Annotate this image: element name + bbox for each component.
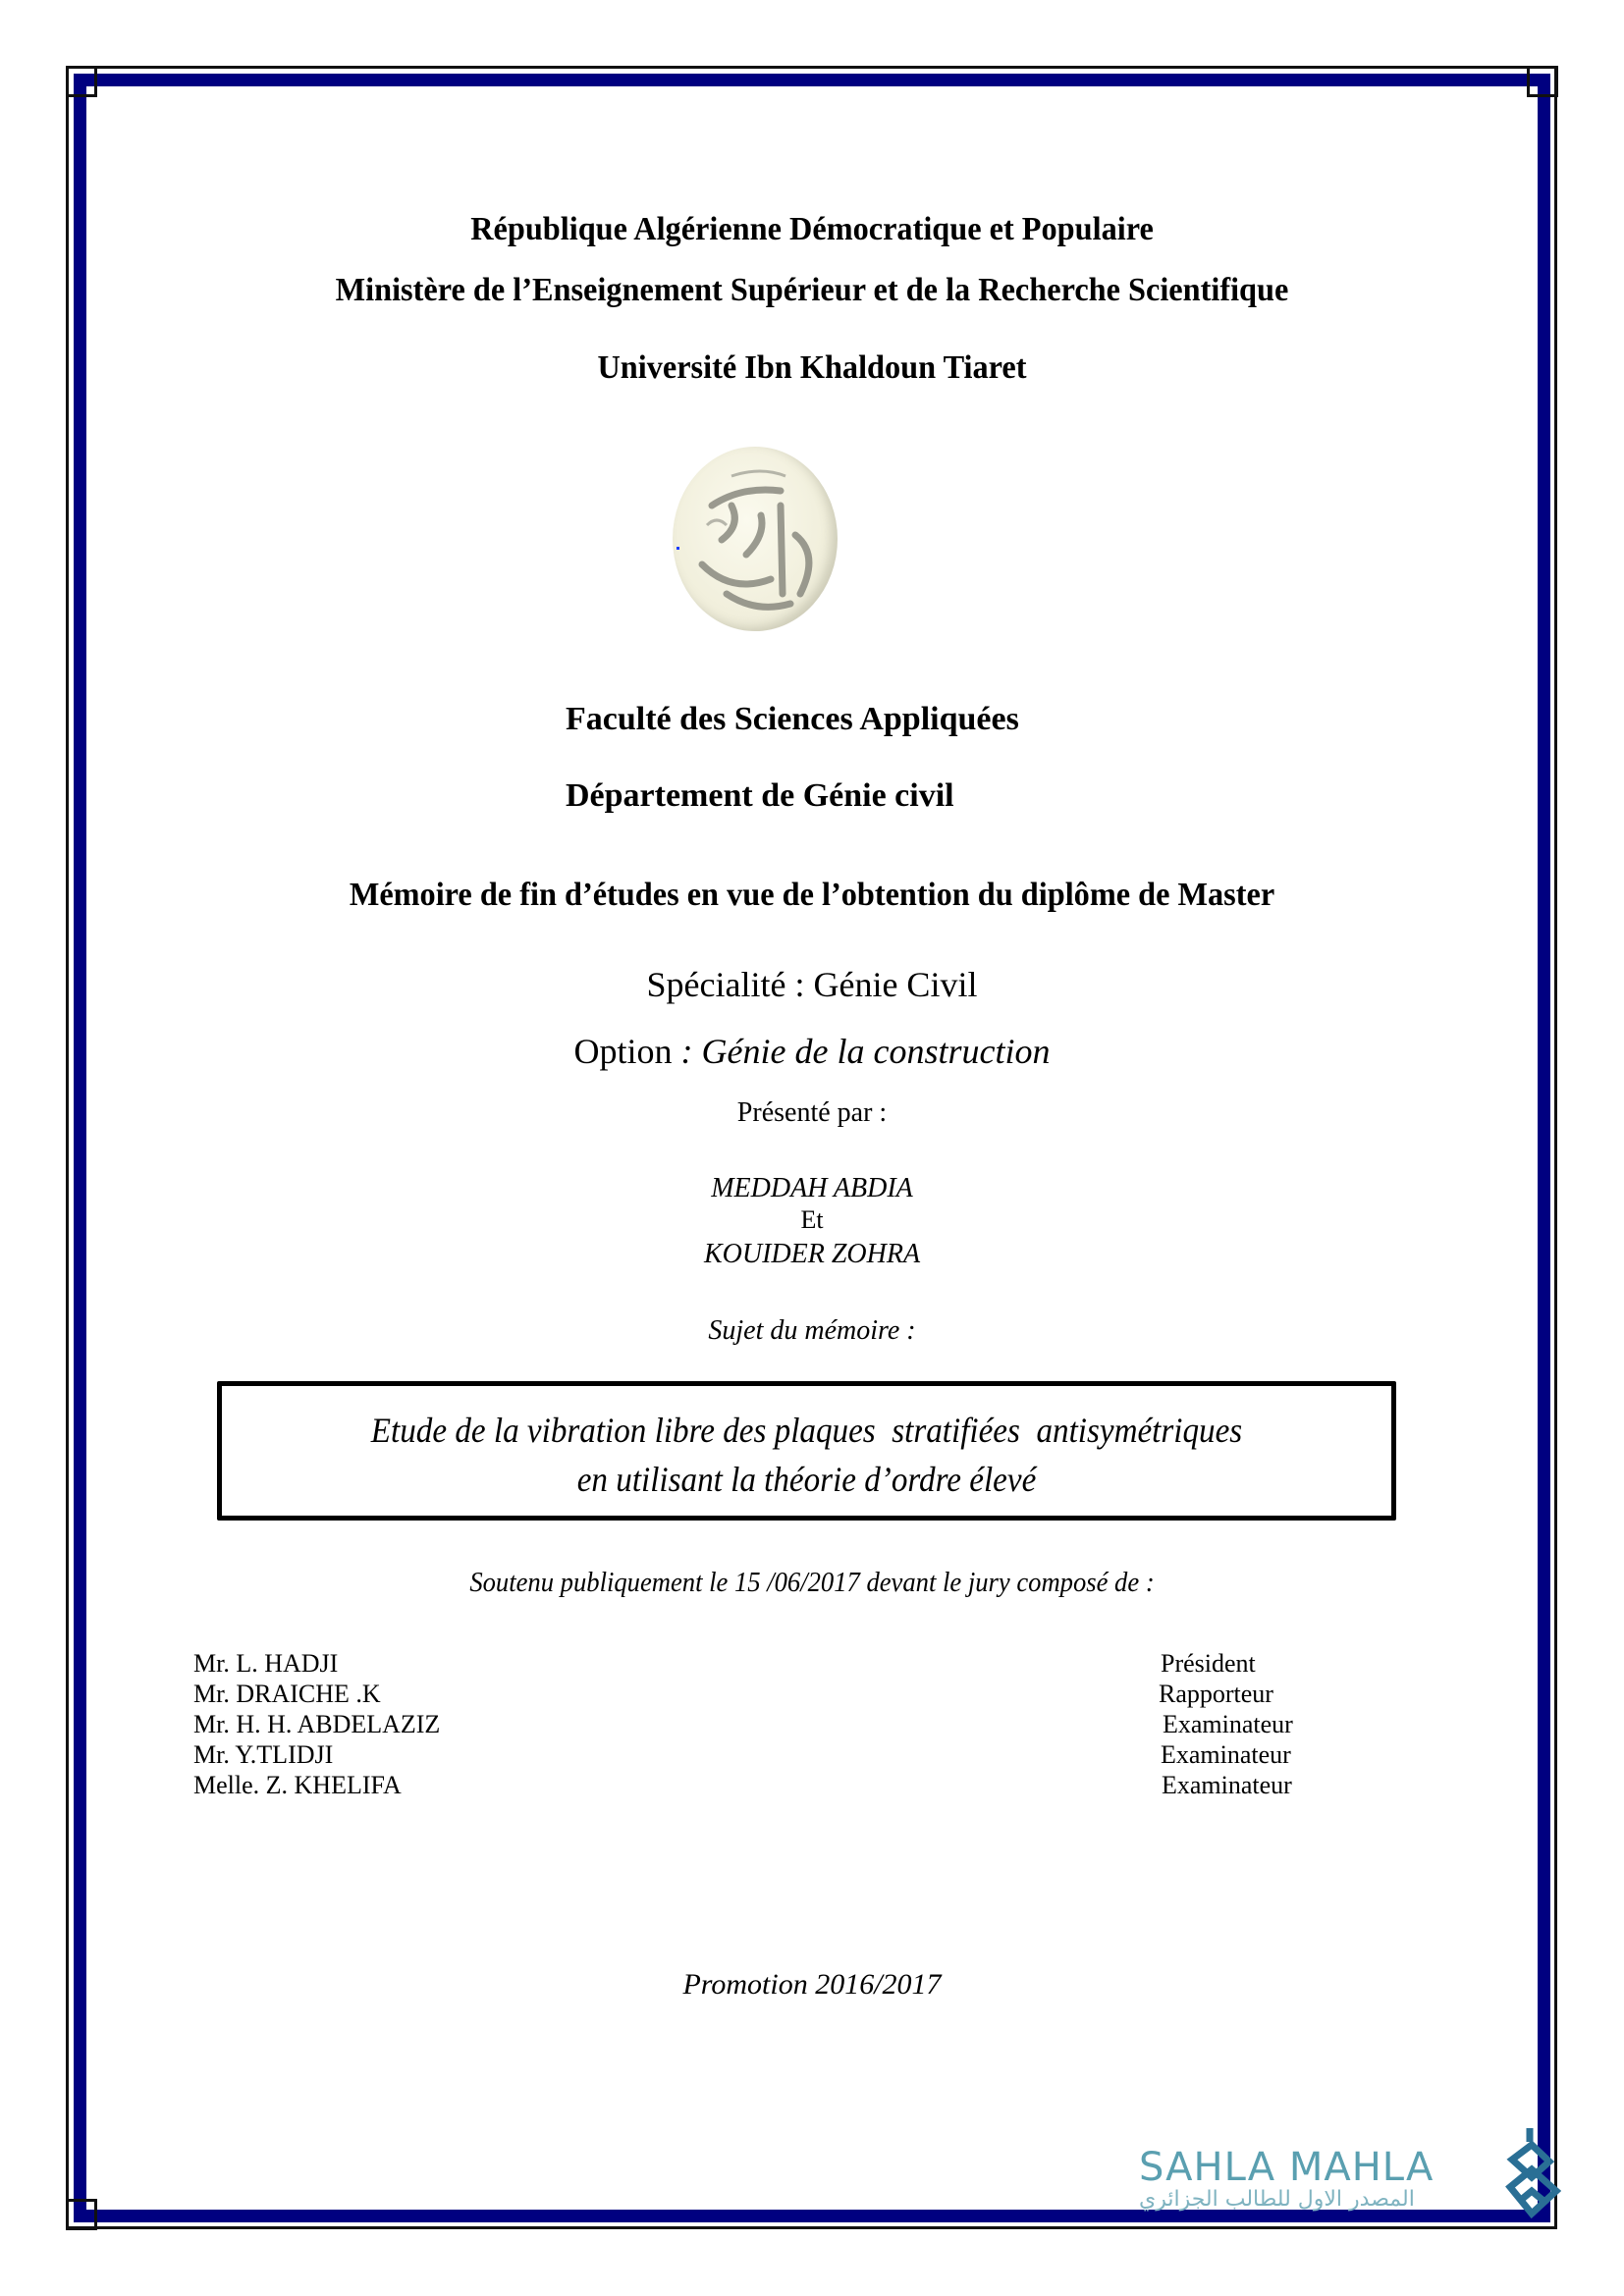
thesis-title-box xyxy=(217,1381,1396,1521)
sahla-mahla-calligraphy-icon xyxy=(1502,2120,1561,2233)
option-label: Option xyxy=(573,1032,673,1071)
jury-member xyxy=(193,1649,1332,1680)
jury-member-name: Mr. DRAICHE .K xyxy=(193,1680,381,1708)
jury-member-role: Examinateur xyxy=(1162,1771,1292,1799)
thesis-title-line: Etude de la vibration libre des plaques stratifiées antisymétriques xyxy=(370,1411,1243,1450)
border-corner-ornament xyxy=(66,66,97,97)
subject-label: Sujet du mémoire : xyxy=(708,1315,916,1346)
university-heading: Université Ibn Khaldoun Tiaret xyxy=(597,349,1027,386)
jury-member-role: Président xyxy=(1161,1649,1256,1678)
jury-member-role: Examinateur xyxy=(1161,1740,1291,1769)
jury-list xyxy=(193,1649,1332,1801)
jury-member-name: Mr. L. HADJI xyxy=(193,1649,339,1678)
author-name: MEDDAH ABDIA xyxy=(711,1173,913,1203)
option xyxy=(0,1031,1624,1072)
logo-dot xyxy=(677,547,679,550)
department-name: Département de Génie civil xyxy=(566,777,954,814)
jury-member xyxy=(193,1740,1332,1771)
jury-member xyxy=(193,1710,1332,1740)
university-seal-icon xyxy=(673,447,838,631)
thesis-type: Mémoire de fin d’études en vue de l’obtention du diplôme de Master xyxy=(349,877,1275,913)
faculty-name: Faculté des Sciences Appliquées xyxy=(566,701,1019,737)
ministry-heading: Ministère de l’Enseignement Supérieur et de la Recherche Scientifique xyxy=(335,272,1289,308)
watermark-tagline: المصدر الاول للطالب الجزائري xyxy=(1139,2187,1415,2212)
jury-member xyxy=(193,1771,1332,1801)
defense-statement: Soutenu publiquement le 15 /06/2017 devant le jury composé de : xyxy=(469,1568,1155,1598)
option-value: : Génie de la construction xyxy=(672,1032,1051,1071)
page-border-navy-band xyxy=(74,74,1550,2222)
thesis-title-line: en utilisant la théorie d’ordre élevé xyxy=(576,1460,1037,1499)
jury-member-name: Melle. Z. KHELIFA xyxy=(193,1771,402,1799)
jury-member-name: Mr. Y.TLIDJI xyxy=(193,1740,334,1769)
author-joiner: Et xyxy=(800,1205,824,1234)
republic-heading: République Algérienne Démocratique et Populaire xyxy=(470,211,1154,247)
jury-member-role: Rapporteur xyxy=(1159,1680,1273,1708)
specialty: Spécialité : Génie Civil xyxy=(646,965,978,1004)
jury-member-name: Mr. H. H. ABDELAZIZ xyxy=(193,1710,441,1738)
border-corner-ornament xyxy=(66,2199,97,2230)
jury-member xyxy=(193,1680,1332,1710)
watermark-brand: SAHLA MAHLA xyxy=(1139,2145,1435,2190)
promotion-year: Promotion 2016/2017 xyxy=(682,1968,942,2001)
author-name: KOUIDER ZOHRA xyxy=(703,1239,921,1269)
presented-by-label: Présenté par : xyxy=(736,1097,888,1128)
border-corner-ornament xyxy=(1527,66,1558,97)
jury-member-role: Examinateur xyxy=(1163,1710,1293,1738)
